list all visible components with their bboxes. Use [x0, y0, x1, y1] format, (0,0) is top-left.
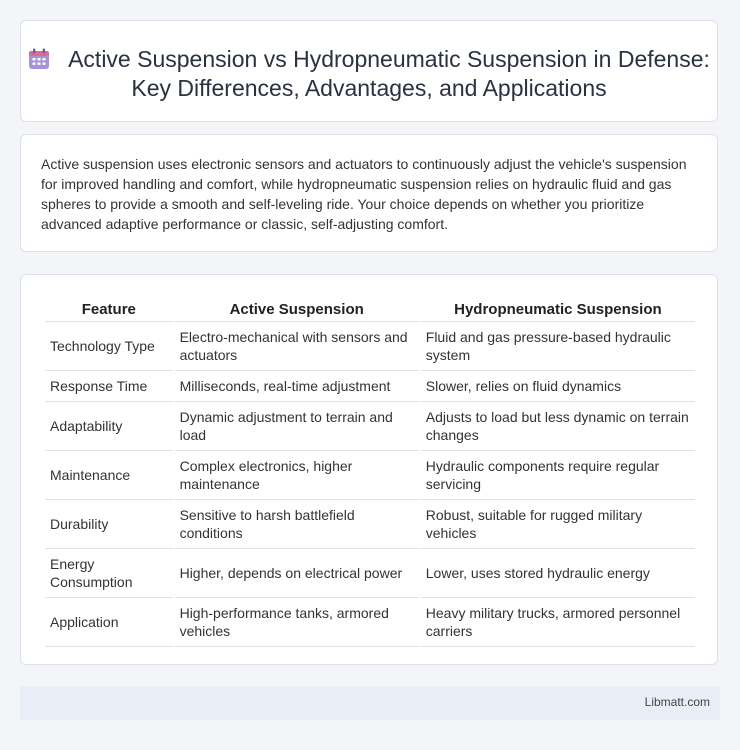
cell-feature: Durability	[45, 500, 173, 549]
cell-feature: Technology Type	[45, 322, 173, 371]
cell-feature: Energy Consumption	[45, 549, 173, 598]
title-card	[20, 20, 718, 122]
intro-text: Active suspension uses electronic sensors and actuators to continuously adjust the vehicle's suspension for improved handling and comfort, while hydropneumatic suspension relies on hydraulic fluid and gas spheres to provide a smooth and self-leveling ride. Your choice depends on whether you prioritize advanced adaptive performance or classic, self-adjusting comfort.	[41, 156, 687, 232]
header-active: Active Suspension	[175, 295, 419, 322]
comparison-card	[20, 274, 718, 665]
cell-feature: Adaptability	[45, 402, 173, 451]
cell-active: Sensitive to harsh battlefield conditions	[175, 500, 419, 549]
table-row	[45, 371, 695, 402]
cell-feature: Application	[45, 598, 173, 647]
cell-active: High-performance tanks, armored vehicles	[175, 598, 419, 647]
cell-hydro: Lower, uses stored hydraulic energy	[421, 549, 695, 598]
cell-feature: Maintenance	[45, 451, 173, 500]
cell-active: Complex electronics, higher maintenance	[175, 451, 419, 500]
table-row	[45, 598, 695, 647]
title-text: Active Suspension vs Hydropneumatic Suspension in Defense: Key Differences, Advantages, and Applications	[68, 46, 710, 101]
table-row	[45, 500, 695, 549]
calendar-icon	[28, 48, 50, 70]
table-header-row	[45, 295, 695, 322]
table-row	[45, 451, 695, 500]
table-row	[45, 402, 695, 451]
cell-active: Higher, depends on electrical power	[175, 549, 419, 598]
cell-feature: Response Time	[45, 371, 173, 402]
cell-hydro: Heavy military trucks, armored personnel carriers	[421, 598, 695, 647]
footer-site-link[interactable]: Libmatt.com	[644, 695, 710, 709]
cell-hydro: Hydraulic components require regular servicing	[421, 451, 695, 500]
intro-card	[20, 134, 718, 252]
page-title	[21, 45, 717, 103]
cell-active: Milliseconds, real-time adjustment	[175, 371, 419, 402]
cell-hydro: Fluid and gas pressure-based hydraulic system	[421, 322, 695, 371]
table-row	[45, 549, 695, 598]
header-hydro: Hydropneumatic Suspension	[421, 295, 695, 322]
comparison-table	[43, 295, 697, 647]
cell-hydro: Robust, suitable for rugged military vehicles	[421, 500, 695, 549]
cell-hydro: Adjusts to load but less dynamic on terrain changes	[421, 402, 695, 451]
cell-active: Electro-mechanical with sensors and actuators	[175, 322, 419, 371]
footer	[20, 686, 720, 720]
header-feature: Feature	[45, 295, 173, 322]
cell-hydro: Slower, relies on fluid dynamics	[421, 371, 695, 402]
cell-active: Dynamic adjustment to terrain and load	[175, 402, 419, 451]
table-row	[45, 322, 695, 371]
